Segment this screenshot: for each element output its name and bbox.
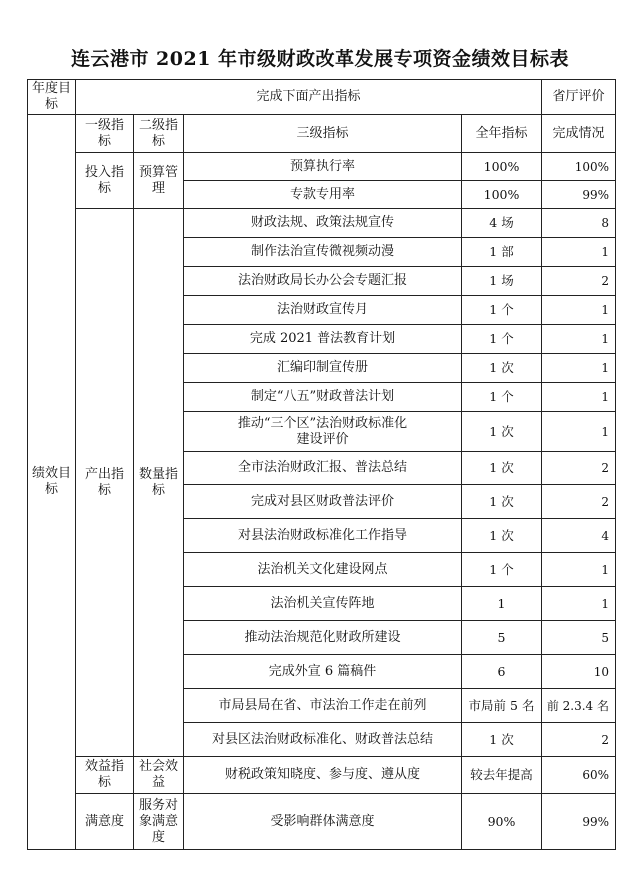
indicator-target: 1 次 [462, 354, 542, 383]
indicator-target: 1 次 [462, 485, 542, 519]
indicator-target: 6 [462, 655, 542, 689]
indicator-name-text: 推动“三个区”法治财政标准化建设评价 [237, 415, 408, 447]
indicator-target: 1 次 [462, 519, 542, 553]
table-row [28, 757, 616, 794]
indicator-result: 2 [542, 452, 616, 485]
indicator-result: 2 [542, 267, 616, 296]
indicator-target: 4 场 [462, 209, 542, 238]
indicator-result: 8 [542, 209, 616, 238]
benefit-level2: 社会效益 [134, 757, 184, 794]
satisfaction-level2: 服务对象满意度 [134, 794, 184, 850]
indicator-target: 1 次 [462, 412, 542, 452]
indicator-result: 99% [542, 794, 616, 850]
indicator-target: 1 个 [462, 296, 542, 325]
indicator-target: 1 个 [462, 553, 542, 587]
output-level2: 数量指标 [134, 209, 184, 757]
perf-goal-cell: 绩效目标 [28, 115, 76, 850]
indicator-target: 1 部 [462, 238, 542, 267]
indicator-target: 1 个 [462, 325, 542, 354]
indicator-name: 完成对县区财政普法评价 [184, 485, 462, 519]
indicator-name: 受影响群体满意度 [184, 794, 462, 850]
indicator-result: 100% [542, 153, 616, 181]
indicator-result: 1 [542, 383, 616, 412]
table-row [28, 794, 616, 850]
indicator-name: 法治财政局长办公会专题汇报 [184, 267, 462, 296]
indicator-result: 1 [542, 354, 616, 383]
indicator-result: 1 [542, 412, 616, 452]
indicator-result: 10 [542, 655, 616, 689]
level3-header: 三级指标 [184, 115, 462, 153]
output-desc-header: 完成下面产出指标 [76, 80, 542, 115]
indicator-name: 完成外宣 6 篇稿件 [184, 655, 462, 689]
indicator-result: 5 [542, 621, 616, 655]
completion-header: 完成情况 [542, 115, 616, 153]
input-level1: 投入指标 [76, 153, 134, 209]
indicator-name: 财政法规、政策法规宣传 [184, 209, 462, 238]
indicator-result: 1 [542, 553, 616, 587]
input-level2: 预算管理 [134, 153, 184, 209]
dept-eval-header: 省厅评价 [542, 80, 616, 115]
indicator-target: 市局前 5 名 [462, 689, 542, 723]
indicator-target: 1 场 [462, 267, 542, 296]
indicator-result: 1 [542, 587, 616, 621]
indicator-target: 90% [462, 794, 542, 850]
output-level1: 产出指标 [76, 209, 134, 757]
indicator-name: 对县区法治财政标准化、财政普法总结 [184, 723, 462, 757]
indicator-name: 法治财政宣传月 [184, 296, 462, 325]
indicator-result: 1 [542, 325, 616, 354]
indicator-name: 专款专用率 [184, 181, 462, 209]
indicator-result: 2 [542, 723, 616, 757]
annual-target-header: 全年指标 [462, 115, 542, 153]
indicator-name: 制定“八五”财政普法计划 [184, 383, 462, 412]
table-header-row [28, 80, 616, 115]
indicator-target: 1 [462, 587, 542, 621]
indicator-result: 4 [542, 519, 616, 553]
indicator-name: 法治机关宣传阵地 [184, 587, 462, 621]
indicator-name: 财税政策知晓度、参与度、遵从度 [184, 757, 462, 794]
indicator-result: 1 [542, 238, 616, 267]
indicator-result: 前 2.3.4 名 [542, 689, 616, 723]
level2-header: 二级指标 [134, 115, 184, 153]
column-header-row [28, 115, 616, 153]
indicator-target: 较去年提高 [462, 757, 542, 794]
table-row [28, 209, 616, 238]
page-title: 连云港市 2021 年市级财政改革发展专项资金绩效目标表 [70, 48, 570, 70]
indicator-name: 制作法治宣传微视频动漫 [184, 238, 462, 267]
table-row [28, 153, 616, 181]
indicator-result: 2 [542, 485, 616, 519]
satisfaction-level1: 满意度 [76, 794, 134, 850]
indicator-name: 完成 2021 普法教育计划 [184, 325, 462, 354]
indicator-name: 对县法治财政标准化工作指导 [184, 519, 462, 553]
indicator-name: 法治机关文化建设网点 [184, 553, 462, 587]
indicator-name: 汇编印制宣传册 [184, 354, 462, 383]
indicator-target: 100% [462, 181, 542, 209]
performance-table [27, 79, 616, 850]
benefit-level1: 效益指标 [76, 757, 134, 794]
indicator-result: 99% [542, 181, 616, 209]
indicator-name [184, 412, 462, 452]
indicator-name: 全市法治财政汇报、普法总结 [184, 452, 462, 485]
indicator-name: 市局县局在省、市法治工作走在前列 [184, 689, 462, 723]
indicator-result: 1 [542, 296, 616, 325]
indicator-target: 100% [462, 153, 542, 181]
indicator-target: 1 次 [462, 452, 542, 485]
indicator-target: 1 个 [462, 383, 542, 412]
indicator-target: 5 [462, 621, 542, 655]
level1-header: 一级指标 [76, 115, 134, 153]
indicator-name: 预算执行率 [184, 153, 462, 181]
indicator-target: 1 次 [462, 723, 542, 757]
indicator-name: 推动法治规范化财政所建设 [184, 621, 462, 655]
indicator-result: 60% [542, 757, 616, 794]
year-goal-header: 年度目标 [28, 80, 76, 115]
